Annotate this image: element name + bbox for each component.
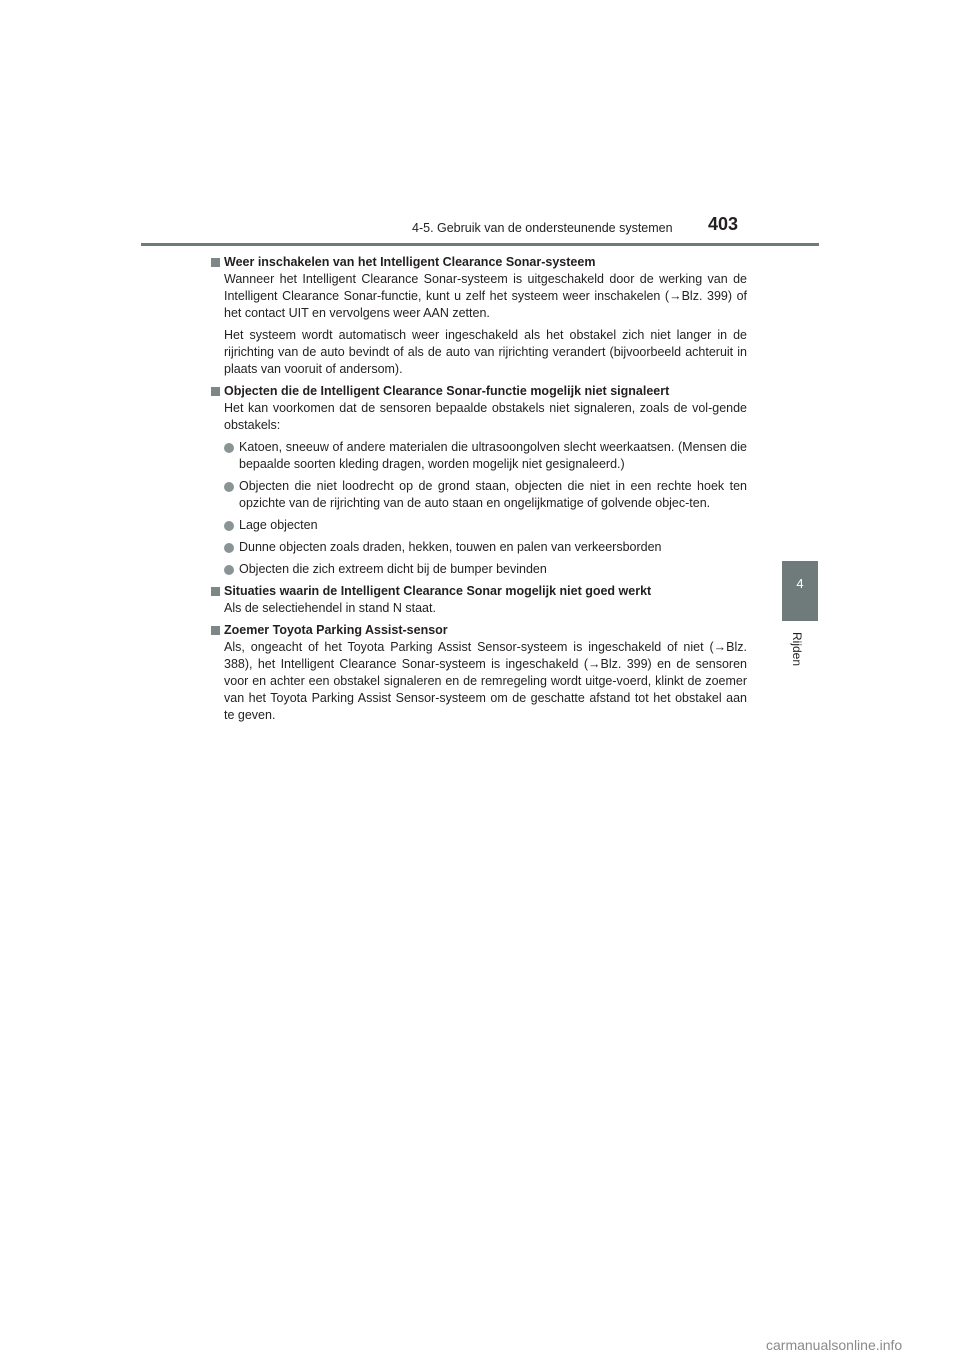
- circle-bullet-icon: [224, 543, 234, 553]
- watermark: carmanualsonline.info: [766, 1337, 903, 1353]
- page-content: [211, 254, 747, 724]
- circle-bullet-icon: [224, 565, 234, 575]
- square-bullet-icon: [211, 587, 220, 596]
- section-heading: [211, 383, 747, 400]
- paragraph: Als de selectiehendel in stand N staat.: [224, 601, 436, 615]
- list-item: Katoen, sneeuw of andere materialen die ultrasoongolven slecht weerkaatsen. (Mensen die bepaalde soorten kleding dragen, worden mogelijk niet gesignaleerd.): [224, 439, 747, 473]
- square-bullet-icon: [211, 387, 220, 396]
- list-item: Objecten die zich extreem dicht bij de bumper bevinden: [224, 561, 747, 578]
- section-heading-text: Objecten die de Intelligent Clearance Sonar-functie mogelijk niet signaleert: [224, 384, 670, 398]
- paragraph: Het systeem wordt automatisch weer ingeschakeld als het obstakel zich niet langer in de rijrichting van de auto bevindt of als de auto van rijrichting verandert (bijvoorbeeld achteruit in plaats van vooruit of andersom).: [224, 328, 747, 376]
- circle-bullet-icon: [224, 443, 234, 453]
- square-bullet-icon: [211, 258, 220, 267]
- header-rule: [141, 243, 819, 246]
- circle-bullet-icon: [224, 482, 234, 492]
- chapter-tab: 4: [782, 561, 818, 621]
- paragraph: Het kan voorkomen dat de sensoren bepaalde obstakels niet signaleren, zoals de vol-gende obstakels:: [224, 401, 747, 432]
- section-heading: [211, 254, 747, 271]
- section-heading-text: Weer inschakelen van het Intelligent Clearance Sonar-systeem: [224, 255, 596, 269]
- list-item: Objecten die niet loodrecht op de grond staan, objecten die niet in een rechte hoek ten opzichte van de rijrichting van de auto staan en ongelijkmatige of golvende objec-ten.: [224, 478, 747, 512]
- circle-bullet-icon: [224, 521, 234, 531]
- section-heading: [211, 583, 747, 600]
- section-heading-text: Zoemer Toyota Parking Assist-sensor: [224, 623, 448, 637]
- paragraph: Wanneer het Intelligent Clearance Sonar-systeem is uitgeschakeld door de werking van de Intelligent Clearance Sonar-functie, kunt u zelf het systeem weer inschakelen (→Blz. 399) of het contact UIT en vervolgens weer AAN zetten.: [224, 272, 747, 320]
- section-title: 4-5. Gebruik van de ondersteunende systemen: [412, 221, 673, 235]
- square-bullet-icon: [211, 626, 220, 635]
- section-heading-text: Situaties waarin de Intelligent Clearance Sonar mogelijk niet goed werkt: [224, 584, 652, 598]
- paragraph: Als, ongeacht of het Toyota Parking Assist Sensor-systeem is ingeschakeld of niet (→Blz. 388), het Intelligent Clearance Sonar-systeem is ingeschakeld (→Blz. 399) en de sensoren voor en achter een obstakel signaleren en de remregeling wordt uitge-voerd, klinkt de zoemer van het Toyota Parking Assist Sensor-systeem om de geschatte afstand tot het obstakel aan te geven.: [224, 640, 747, 722]
- section-heading: [211, 622, 747, 639]
- list-item: Lage objecten: [224, 517, 747, 534]
- list-item: Dunne objecten zoals draden, hekken, touwen en palen van verkeersborden: [224, 539, 747, 556]
- page-number: 403: [708, 214, 739, 234]
- chapter-label: Rijden: [790, 632, 804, 667]
